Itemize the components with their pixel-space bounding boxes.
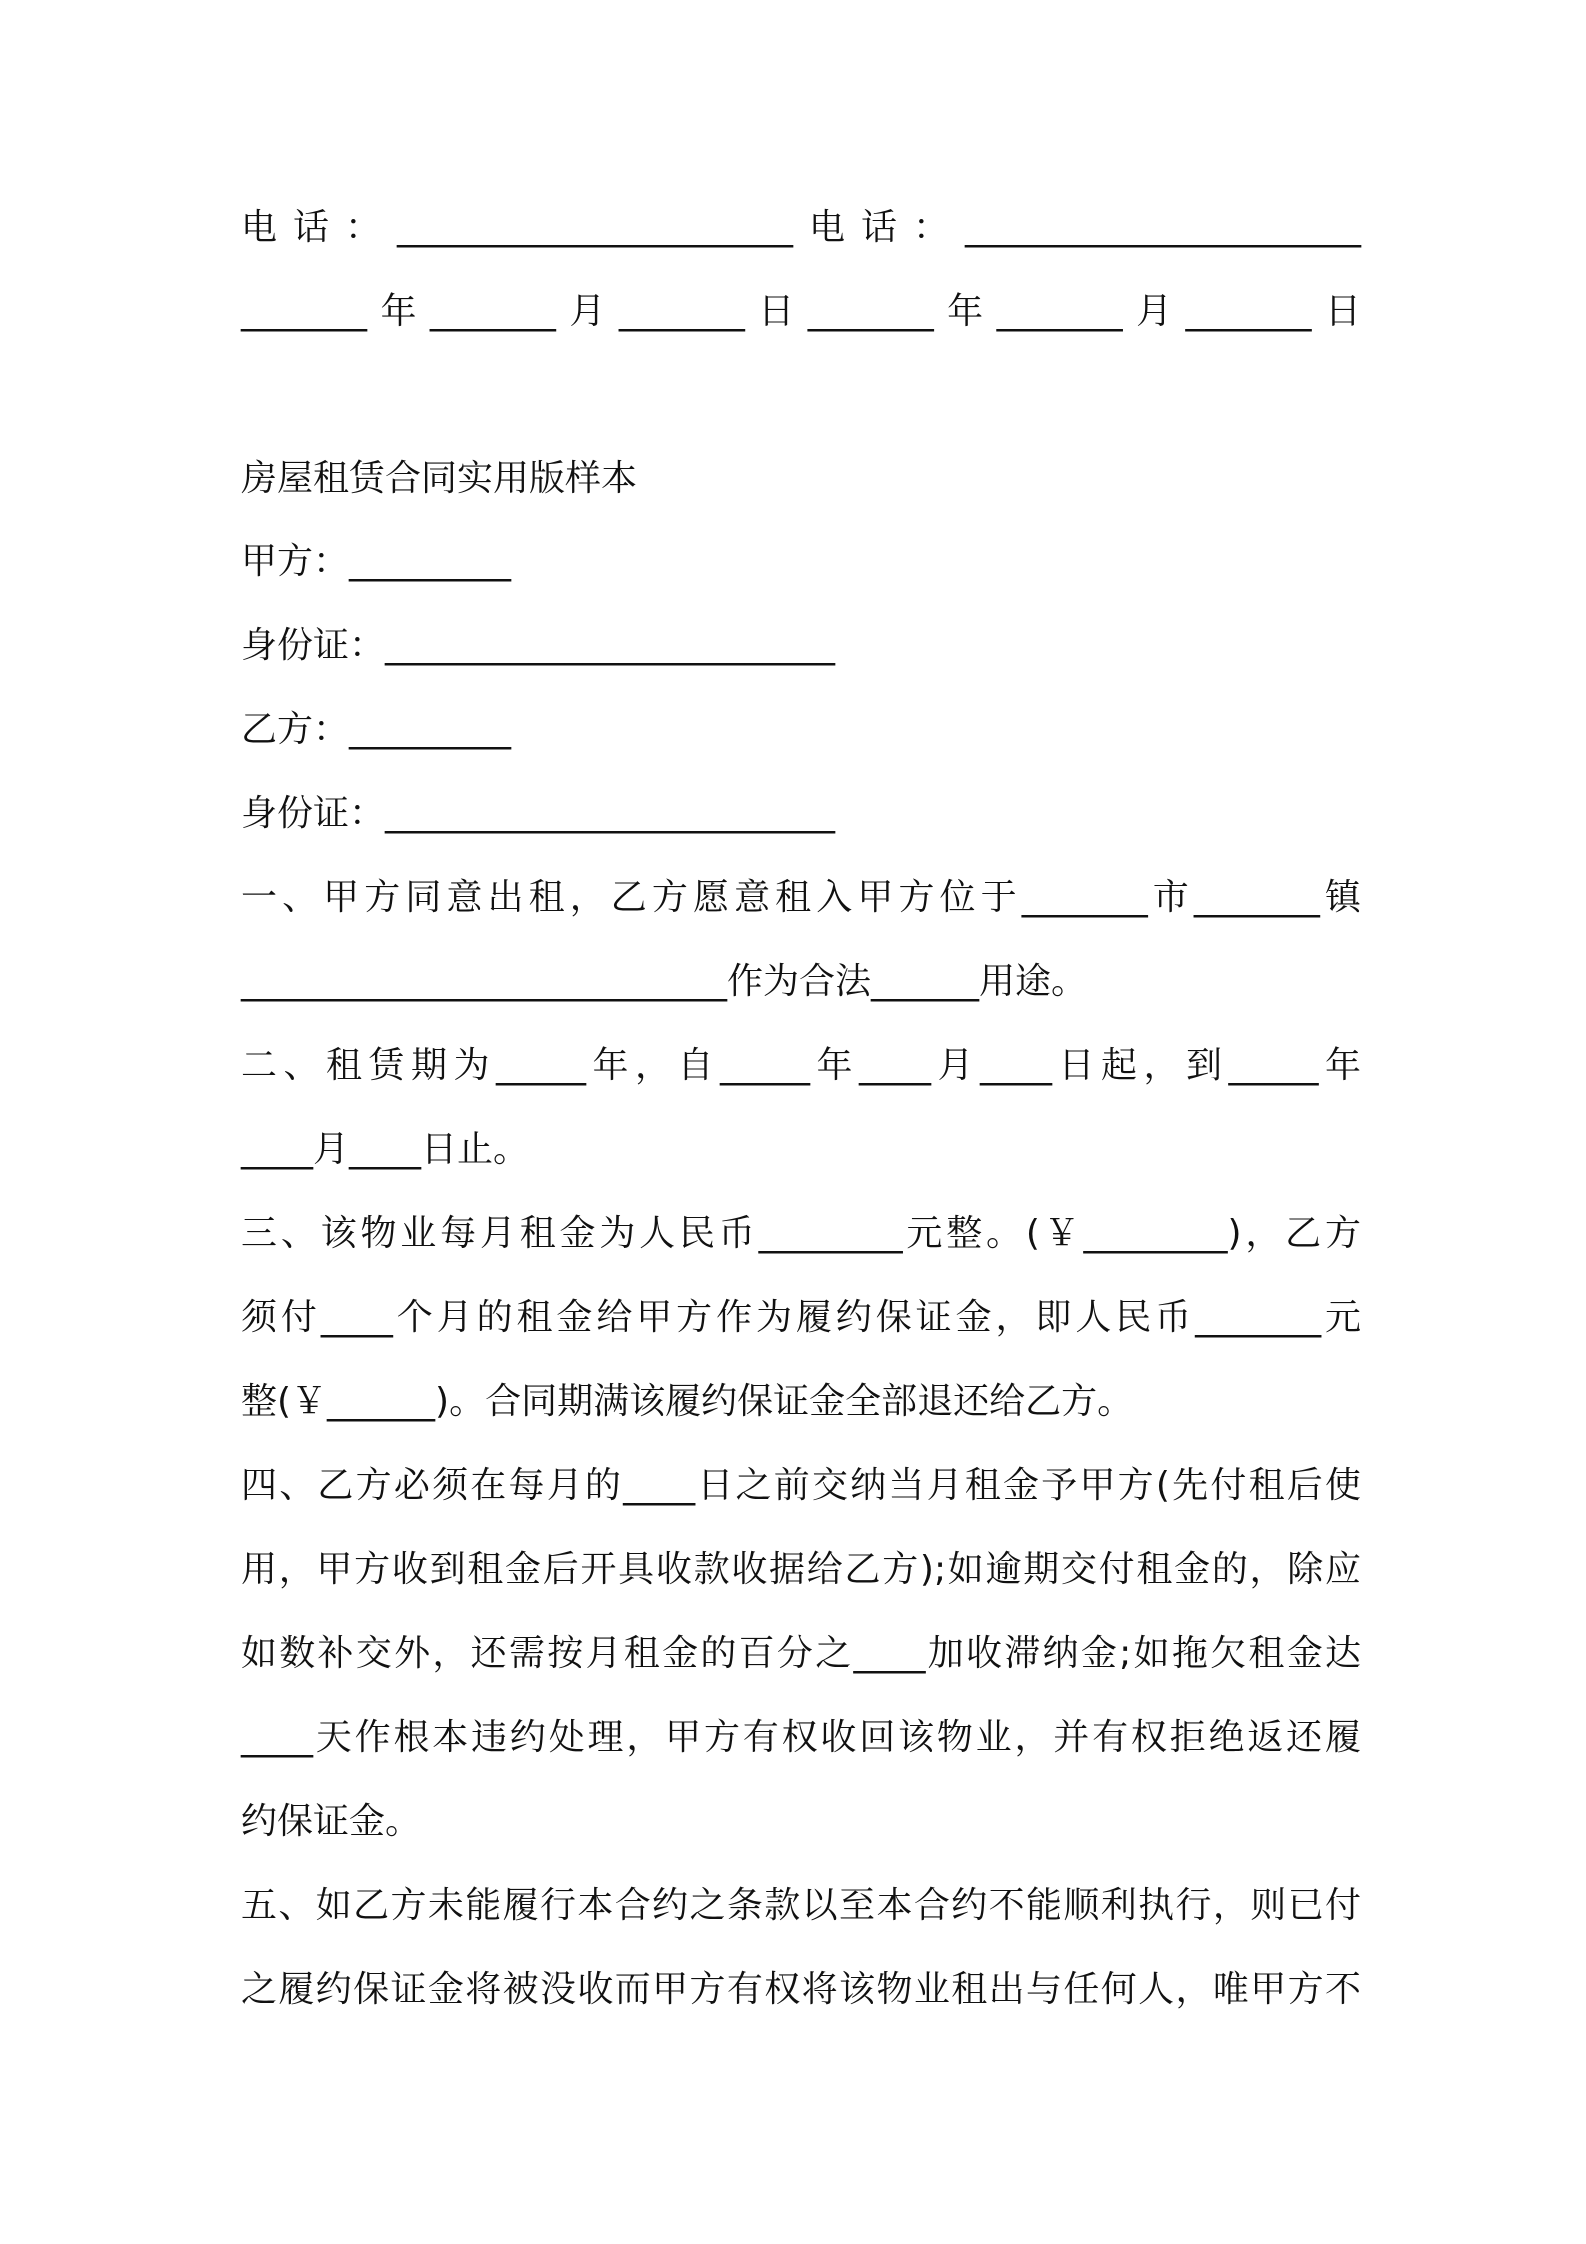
clause-3-line-3: 整(￥______)。合同期满该履约保证金全部退还给乙方。 [241, 1381, 1134, 1422]
party-a-id-line: 身份证：_________________________ [241, 625, 836, 666]
clause-1-line-1: 一、甲方同意出租，乙方愿意租入甲方位于_______市_______镇 [241, 877, 1361, 918]
clause-4-line-4: ____天作根本违约处理，甲方有权收回该物业，并有权拒绝返还履 [241, 1717, 1361, 1758]
clause-2-line-1: 二、租赁期为_____年，自_____年____月____日起，到_____年 [241, 1045, 1361, 1086]
party-b-line: 乙方：_________ [241, 709, 512, 750]
clause-4-line-3: 如数补交外，还需按月租金的百分之____加收滞纳金;如拖欠租金达 [241, 1633, 1361, 1674]
document-title: 房屋租赁合同实用版样本 [241, 458, 638, 499]
clause-4-line-2: 用，甲方收到租金后开具收款收据给乙方);如逾期交付租金的，除应 [241, 1549, 1361, 1590]
phone-line: 电话：______________________电话：______________________ [241, 207, 1361, 248]
clause-3-line-2: 须付____个月的租金给甲方作为履约保证金，即人民币_______元 [241, 1297, 1361, 1338]
clause-4-line-1: 四、乙方必须在每月的____日之前交纳当月租金予甲方(先付租后使 [241, 1465, 1361, 1506]
clause-2-line-2: ____月____日止。 [241, 1129, 530, 1170]
party-a-line: 甲方：_________ [241, 541, 512, 582]
clause-5-line-2: 之履约保证金将被没收而甲方有权将该物业租出与任何人，唯甲方不 [241, 1969, 1361, 2010]
clause-1-line-2: ___________________________作为合法______用途。 [241, 961, 1088, 1002]
party-b-id-line: 身份证：_________________________ [241, 793, 836, 834]
clause-5-line-1: 五、如乙方未能履行本合约之条款以至本合约不能顺利执行，则已付 [241, 1885, 1361, 1926]
clause-3-line-1: 三、该物业每月租金为人民币________元整。(￥________)，乙方 [241, 1213, 1361, 1254]
date-line: _______年_______月_______日_______年_______月_______日 [241, 291, 1362, 332]
clause-4-line-5: 约保证金。 [241, 1801, 422, 1842]
